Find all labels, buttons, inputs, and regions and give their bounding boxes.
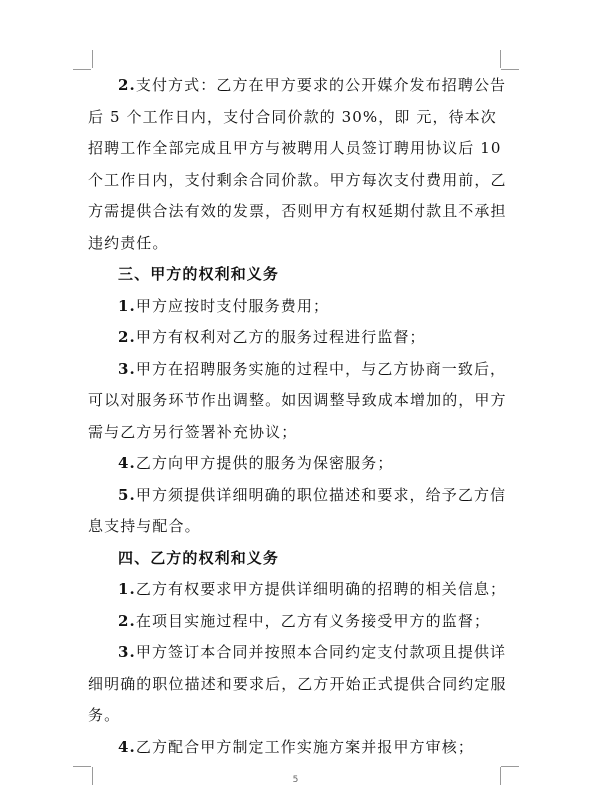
page-number: 5 [292, 775, 299, 785]
corner-mark-top-left [73, 50, 93, 70]
clause-text: 乙方有权要求甲方提供详细明确的招聘的相关信息； [135, 580, 507, 598]
paragraph-line: 违约责任。 [88, 233, 169, 252]
clause-number: 2. [118, 328, 136, 346]
clause-text: 甲方须提供详细明确的职位描述和要求，给予乙方信 [135, 485, 507, 504]
clause-text: 务。 [88, 706, 121, 724]
clause-text: 细明确的职位描述和要求后，乙方开始正式提供合同约定服 [88, 674, 507, 693]
clause-text: 甲方有权利对乙方的服务过程进行监督； [135, 328, 426, 346]
clause-number: 4. [118, 737, 136, 756]
clause-a-5 [88, 480, 506, 543]
clause-number: 2. [118, 611, 136, 630]
clause-b-1 [88, 574, 506, 606]
clause-text: 甲方应按时支付服务费用； [135, 296, 330, 315]
clause-a-4 [88, 448, 506, 480]
clause-b-4 [88, 732, 506, 764]
paragraph-line: 支付方式：乙方在甲方要求的公开媒介发布招聘公告 [135, 76, 507, 94]
clause-a-3 [88, 354, 506, 449]
clause-text: 甲方签订本合同并按照本合同约定支付款项且提供详 [135, 643, 507, 661]
corner-mark-top-right [500, 50, 520, 70]
clause-number: 1. [118, 580, 136, 598]
clause-text: 息支持与配合。 [88, 517, 201, 535]
paragraph-line: 方需提供合法有效的发票，否则甲方有权延期付款且不承担 [88, 202, 507, 220]
clause-text: 在项目实施过程中，乙方有义务接受甲方的监督； [135, 611, 491, 630]
paragraph-line: 个工作日内，支付剩余合同价款。甲方每次支付费用前，乙 [88, 170, 507, 189]
clause-a-1 [88, 291, 506, 323]
section-heading-party-b: 四、乙方的权利和义务 [118, 548, 280, 567]
clause-text: 需与乙方另行签署补充协议； [88, 422, 298, 441]
clause-b-3 [88, 637, 506, 732]
clause-number: 3. [118, 643, 136, 661]
clause-text: 甲方在招聘服务实施的过程中，与乙方协商一致后， [135, 359, 507, 378]
paragraph-payment-terms [88, 70, 506, 259]
clause-number: 2. [118, 76, 136, 94]
section-heading-party-a: 三、甲方的权利和义务 [118, 265, 280, 283]
clause-number: 5. [118, 485, 136, 504]
clause-text: 乙方配合甲方制定工作实施方案并报甲方审核； [135, 737, 474, 756]
clause-number: 4. [118, 454, 136, 472]
clause-b-2 [88, 606, 506, 638]
clause-text: 可以对服务环节作出调整。如因调整导致成本增加的，甲方 [88, 391, 507, 409]
document-body [88, 70, 506, 763]
paragraph-line: 招聘工作全部完成且甲方与被聘用人员签订聘用协议后 10 [88, 139, 502, 157]
paragraph-line: 后 5 个工作日内，支付合同价款的 30%，即 元，待本次 [88, 107, 497, 126]
clause-number: 1. [118, 296, 136, 315]
clause-number: 3. [118, 359, 136, 378]
clause-a-2 [88, 322, 506, 354]
clause-text: 乙方向甲方提供的服务为保密服务； [135, 454, 394, 472]
